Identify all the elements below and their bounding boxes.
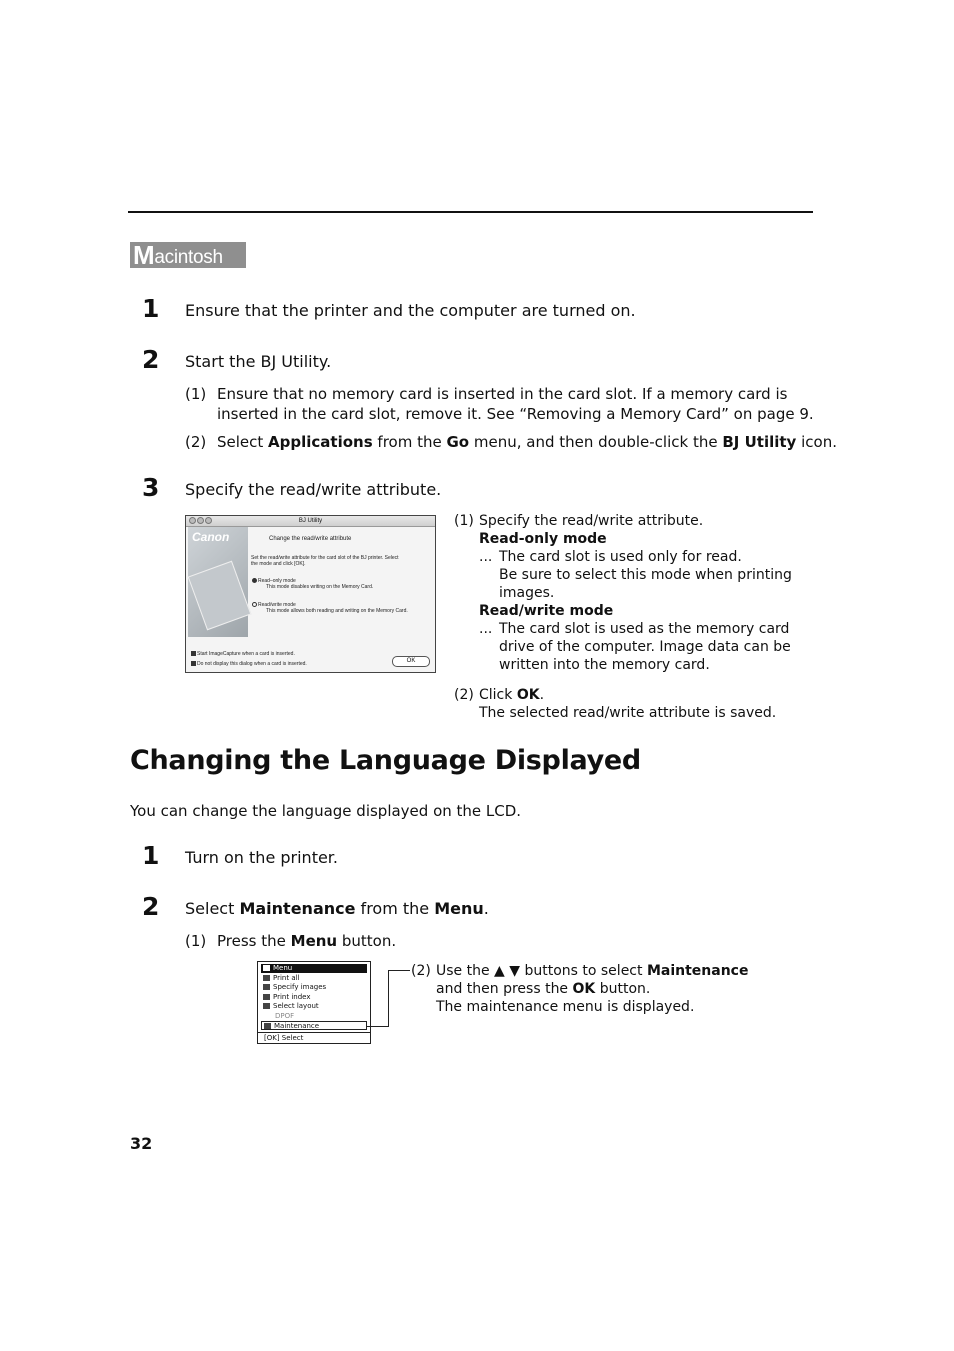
maintenance-tools-icon [264,1023,271,1029]
dialog-titlebar: BJ Utility [186,516,435,527]
lcd-item: Print index [261,993,367,1002]
lcd-item-maintenance: Maintenance [261,1021,367,1030]
lcd-item: Specify images [261,983,367,992]
lcd-item: Select layout [261,1002,367,1011]
callout-line [366,1026,388,1027]
macintosh-badge: Macintosh [130,242,246,268]
substep: (1) Press the Menu button. [185,932,397,950]
memory-card-icon [188,561,252,631]
bj-utility-dialog [185,515,436,673]
print-index-icon [263,994,270,1000]
dialog-sidebar-image [188,527,248,637]
lcd-menu-screen [257,961,371,1044]
imagecapture-checkbox[interactable]: Start ImageCapture when a card is inserted. [191,651,295,657]
checkbox-checked-icon [191,651,196,656]
callout-line [388,970,410,971]
lcd-menu-title: Menu [261,964,367,973]
menu-icon [263,965,270,971]
radio-selected-icon [252,578,257,583]
read-write-label: Read/write mode [479,603,614,619]
specify-images-icon [263,984,270,990]
lcd-callout: (2) Use the ▲ ▼ buttons to select Maintenance and then press the OK button. The maintenance menu is displayed. [411,963,749,1015]
radio-unselected-icon [252,602,257,607]
lcd-footer: [OK] Select [258,1032,370,1043]
step-text: Ensure that the printer and the computer are turned on. [185,301,636,320]
substep: (1) Ensure that no memory card is inserted in the card slot. If a memory card is inserted in the card slot, remove it. See “Removing a Memory Card” on page 9. [185,385,814,423]
up-down-arrow-icon: ▲ ▼ [494,963,521,979]
step-text: Start the BJ Utility. [185,352,332,371]
dialog-instructions: Set the read/write attribute for the card slot of the BJ printer. Select the mode and click [OK]. [251,555,399,567]
step-text: Specify the read/write attribute. [185,480,442,499]
section-heading: Changing the Language Displayed [130,745,641,776]
step3-notes: (1) Specify the read/write attribute. Read-only mode ... The card slot is used only for read. Be sure to select this mode when printing images. Read/write mode ... The card slot is used as the memory card drive of the computer. Image data can be written into the memory card. (2) Click OK. The selected read/write attribute is saved. [454,512,814,722]
step-text: Turn on the printer. [185,848,338,867]
step-number: 1 [142,294,160,323]
step-number: 2 [142,345,160,374]
select-layout-icon [263,1003,270,1009]
ok-button[interactable]: OK [392,656,430,667]
step-text: Select Maintenance from the Menu. [185,899,489,918]
intro-text: You can change the language displayed on the LCD. [130,802,522,820]
callout-line [388,970,389,1027]
read-write-radio[interactable]: Read/write mode This mode allows both reading and writing on the Memory Card. [252,602,408,614]
lcd-item-disabled: DPOF [275,1012,295,1020]
print-all-icon [263,975,270,981]
substep: (2) Select Applications from the Go menu, and then double-click the BJ Utility icon. [185,433,837,451]
lcd-item: Print all [261,974,367,983]
step-number: 2 [142,892,160,921]
canon-logo: Canon [192,530,230,544]
read-only-radio[interactable]: Read–only mode This mode disables writing on the Memory Card. [252,578,373,590]
step-number: 1 [142,841,160,870]
dialog-heading: Change the read/write attribute [269,536,352,542]
checkbox-checked-icon [191,661,196,666]
step-number: 3 [142,473,160,502]
page-number: 32 [130,1134,153,1153]
dont-display-checkbox[interactable]: Do not display this dialog when a card is inserted. [191,661,307,667]
read-only-label: Read-only mode [479,531,607,547]
top-rule [128,211,813,213]
